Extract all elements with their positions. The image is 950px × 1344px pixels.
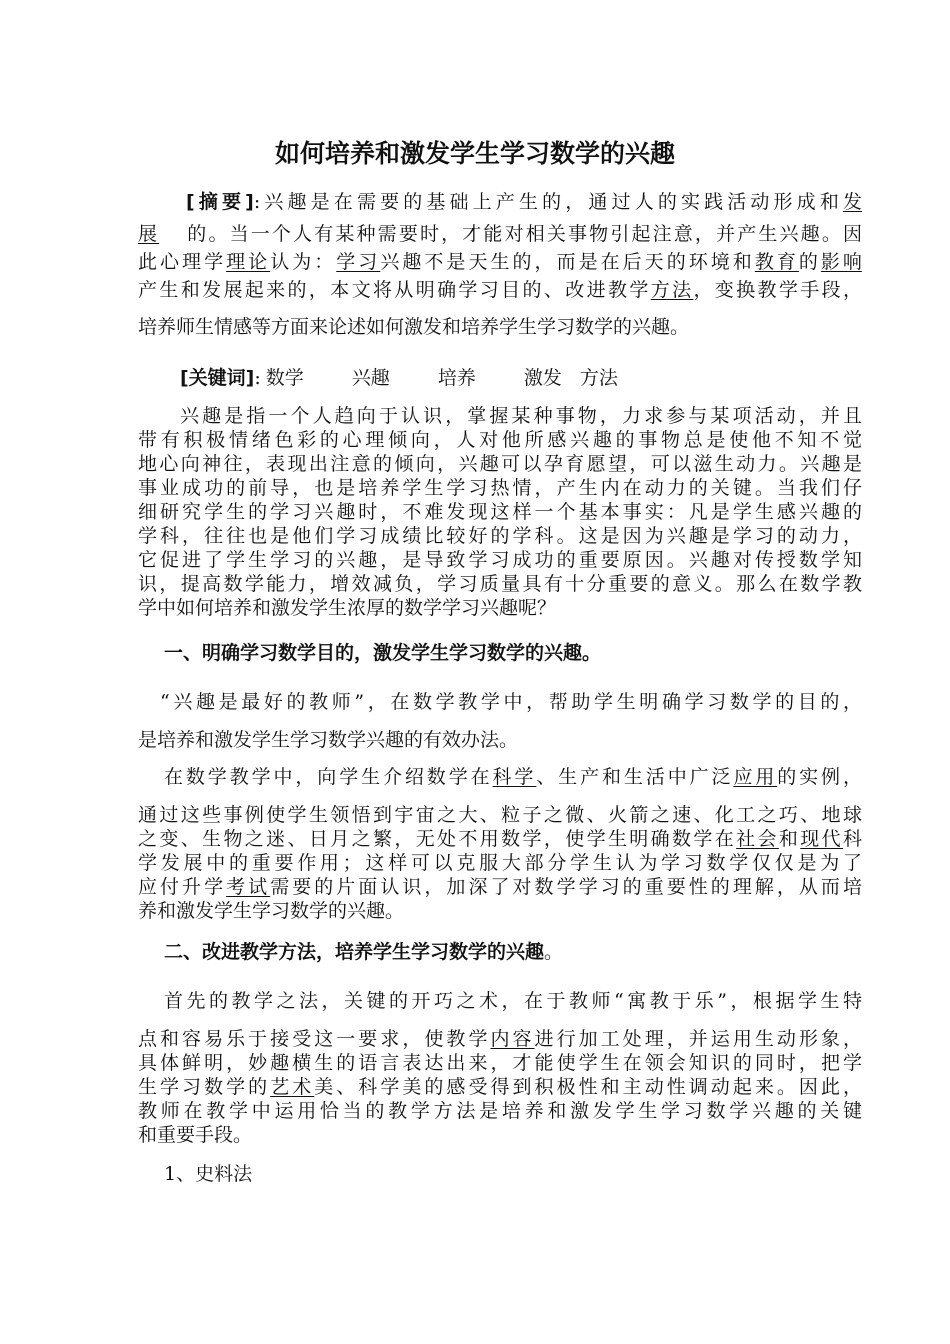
intro-line: 带有积极情绪色彩的心理倾向，人对他所感兴趣的事物总是使他不知不觉 [138,429,862,451]
link-kexue[interactable]: 科学 [492,766,537,788]
intro-line: 识，提高数学能力，增效减负，学习质量具有十分重要的意义。那么在数学教 [138,573,862,595]
section-heading-1: 一、明确学习数学目的，激发学生学习数学的兴趣。 [164,642,602,664]
intro-line: 学科，往往也是他们学习成绩比较好的学科。这是因为兴趣是学习的动力， [138,525,862,547]
link-xuexi[interactable]: 学习 [336,251,381,273]
keyword: 数学 [265,367,304,389]
intro-line: 兴趣是指一个人趋向于认识，掌握某种事物，力求参与某项活动，并且 [180,405,862,427]
link-fazhan-2[interactable]: 展 [138,223,160,245]
paragraph-line: 在数学教学中，向学生介绍数学在科学、生产和生活中广泛应用的实例， [164,766,862,788]
keywords-label: [关键词] [180,367,255,389]
paragraph-line: 生学习数学的艺术美、科学美的感受得到积极性和主动性调动起来。因此， [138,1076,862,1098]
paragraph-line: 应付升学考试需要的片面认识，加深了对数学学习的重要性的理解，从而培 [138,876,862,898]
link-xiandai[interactable]: 现代 [800,828,843,850]
link-yishu[interactable]: 艺术 [270,1076,315,1098]
paragraph-3 [138,989,862,1147]
abstract-label: [摘要] [186,191,254,213]
paragraph-line: 学发展中的重要作用；这样可以克服大部分学生认为学习数学仅仅是为了 [138,852,862,874]
link-kaoshi[interactable]: 考试 [226,876,271,898]
intro-line: 事业成功的前导，也是培养学生学习热情，产生内在动力的关键。当我们仔 [138,477,862,499]
keyword: 培养 [437,367,476,389]
link-yingxiang[interactable]: 影响 [820,251,862,273]
paragraph-line: 之变、生物之迷、日月之繁，无处不用数学，使学生明确数学在社会和现代科 [138,828,862,850]
link-fangfa[interactable]: 方法 [650,279,694,301]
paragraph-line: 是培养和激发学生学习数学兴趣的有效办法。 [138,729,519,751]
abstract-line: [摘要]:兴趣是在需要的基础上产生的，通过人的实践活动形成和发 [186,191,862,213]
paragraph-line: 具体鲜明，妙趣横生的语言表达出来，才能使学生在领会知识的同时，把学 [138,1052,862,1074]
link-shehui[interactable]: 社会 [736,828,779,850]
abstract-line: 培养师生情感等方面来论述如何激发和培养学生学习数学的兴趣。 [138,316,690,338]
intro-paragraph [138,404,862,620]
abstract-line: 展 的。当一个人有某种需要时，才能对相关事物引起注意，并产生兴趣。因 [138,223,862,245]
paragraph-line: 通过这些事例使学生领悟到宇宙之大、粒子之微、火箭之速、化工之巧、地球 [138,804,862,826]
intro-line: 它促进了学生学习的兴趣，是导致学习成功的重要原因。兴趣对传授数学知 [138,549,862,571]
abstract-line: 产生和发展起来的，本文将从明确学习目的、改进教学方法，变换教学手段， [138,279,862,301]
intro-line: 地心向神往，表现出注意的倾向，兴趣可以孕育愿望，可以滋生动力。兴趣是 [138,453,862,475]
keyword: 方法 [579,367,618,389]
subsection-heading-1: 1、史料法 [164,1163,253,1185]
abstract-paragraph [138,190,862,339]
paragraph-line: 养和激发学生学习数学的兴趣。 [138,900,405,922]
link-neirong[interactable]: 内容 [490,1028,535,1050]
keywords-line: [关键词]: 数学 兴趣 培养 激发 方法 [180,367,618,389]
paragraph-line: “兴趣是最好的教师”，在数学教学中，帮助学生明确学习数学的目的， [160,691,862,713]
section-heading-2: 二、改进教学方法，培养学生学习数学的兴趣。 [164,941,564,963]
paragraph-line: 点和容易乐于接受这一要求，使教学内容进行加工处理，并运用生动形象， [138,1028,862,1050]
intro-line: 学中如何培养和激发学生浓厚的数学学习兴趣呢？ [138,597,557,619]
paragraph-1 [138,690,862,752]
paragraph-line: 教师在教学中运用恰当的教学方法是培养和激发学生学习数学兴趣的关键 [138,1100,862,1122]
intro-line: 细研究学生的学习兴趣时，不难发现这样一个基本事实：凡是学生感兴趣的 [138,501,862,523]
document-title: 如何培养和激发学生学习数学的兴趣 [274,139,675,168]
keyword: 兴趣 [351,367,390,389]
link-lilun[interactable]: 理论 [226,251,271,273]
link-jiaoyu[interactable]: 教育 [754,251,799,273]
paragraph-line: 和重要手段。 [138,1124,253,1146]
link-yingyong[interactable]: 应用 [733,766,778,788]
paragraph-line: 首先的教学之法，关键的开巧之术，在于教师“寓教于乐”，根据学生特 [164,990,862,1012]
keyword: 激发 [523,367,562,389]
paragraph-2 [138,765,862,923]
abstract-line: 此心理学理论认为：学习兴趣不是天生的，而是在后天的环境和教育的影响 [138,251,862,273]
link-fazhan-1[interactable]: 发 [842,191,862,213]
